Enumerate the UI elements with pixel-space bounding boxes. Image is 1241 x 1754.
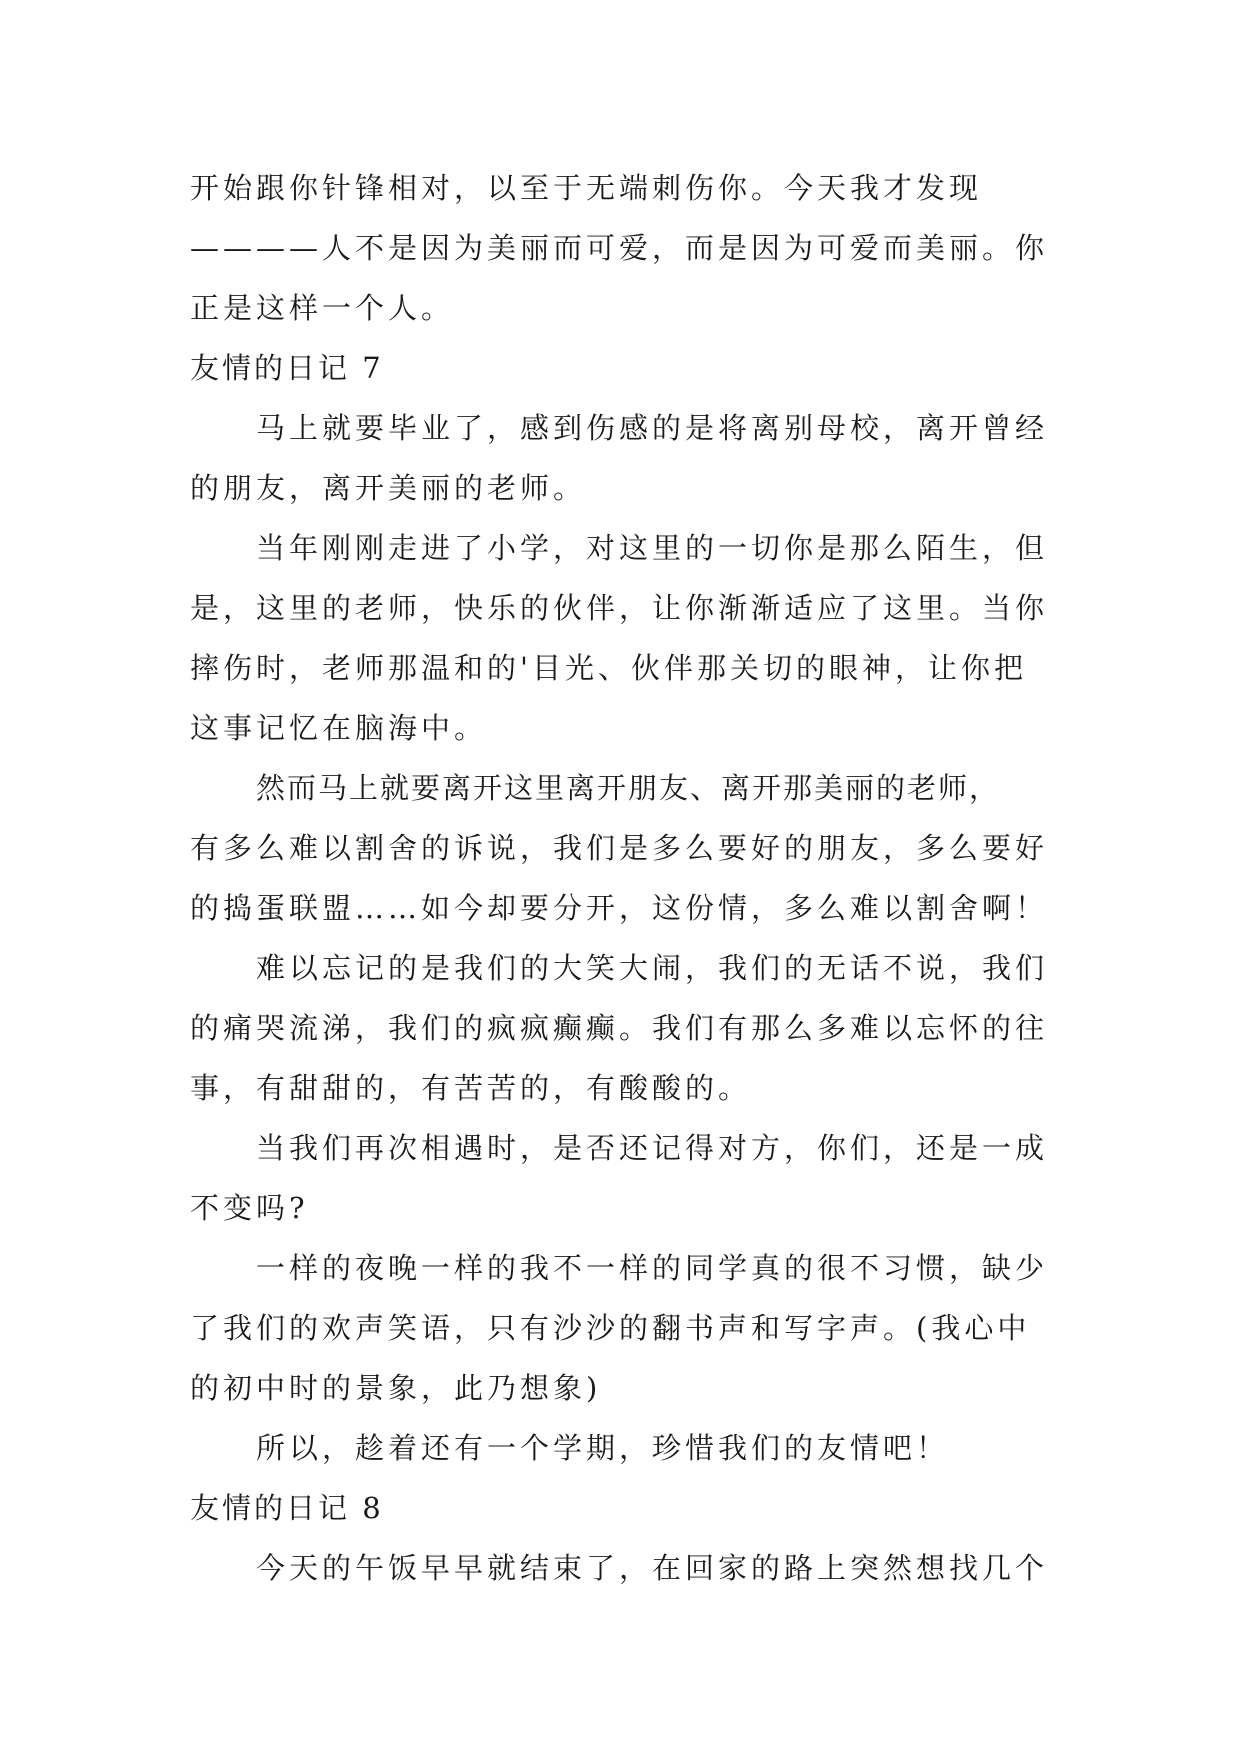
paragraph bbox=[190, 758, 1060, 938]
text-line: 马上就要毕业了，感到伤感的是将离别母校，离开曾经 bbox=[256, 411, 1049, 445]
text-line: 难以忘记的是我们的大笑大闹，我们的无话不说，我们 bbox=[256, 951, 1049, 985]
text-line: 正是这样一个人。 bbox=[190, 291, 455, 325]
continuation-paragraph bbox=[190, 158, 1060, 338]
paragraph bbox=[190, 518, 1060, 758]
text-line: 的朋友，离开美丽的老师。 bbox=[190, 471, 587, 505]
text-line: 不变吗? bbox=[190, 1191, 309, 1225]
paragraph bbox=[190, 938, 1060, 1118]
text-line: 的痛哭流涕，我们的疯疯癫癫。我们有那么多难以忘怀的往 bbox=[190, 1011, 1049, 1045]
paragraph bbox=[190, 1418, 1060, 1478]
text-line: 然而马上就要离开这里离开朋友、离开那美丽的老师， bbox=[256, 771, 1001, 805]
paragraph bbox=[190, 1118, 1060, 1238]
text-line: 是，这里的老师，快乐的伙伴，让你渐渐适应了这里。当你 bbox=[190, 591, 1049, 625]
text-line: 的初中时的景象，此乃想象) bbox=[190, 1371, 602, 1405]
text-line: 所以，趁着还有一个学期，珍惜我们的友情吧！ bbox=[256, 1431, 950, 1465]
text-line: 有多么难以割舍的诉说，我们是多么要好的朋友，多么要好 bbox=[190, 831, 1049, 865]
text-line: 这事记忆在脑海中。 bbox=[190, 711, 488, 745]
text-line: ————人不是因为美丽而可爱，而是因为可爱而美丽。你 bbox=[190, 231, 1049, 265]
text-line: 当我们再次相遇时，是否还记得对方，你们，还是一成 bbox=[256, 1131, 1049, 1165]
text-line: 当年刚刚走进了小学，对这里的一切你是那么陌生，但 bbox=[256, 531, 1049, 565]
text-line: 的捣蛋联盟……如今却要分开，这份情，多么难以割舍啊！ bbox=[190, 891, 1049, 925]
text-line: 摔伤时，老师那温和的'目光、伙伴那关切的眼神，让你把 bbox=[190, 651, 1027, 685]
paragraph bbox=[190, 1538, 1060, 1598]
paragraph bbox=[190, 398, 1060, 518]
text-line: 今天的午饭早早就结束了，在回家的路上突然想找几个 bbox=[256, 1551, 1049, 1585]
document-page bbox=[190, 158, 1060, 1598]
text-line: 开始跟你针锋相对，以至于无端刺伤你。今天我才发现 bbox=[190, 171, 983, 205]
text-line: 了我们的欢声笑语，只有沙沙的翻书声和写字声。(我心中 bbox=[190, 1311, 1031, 1345]
text-line: 一样的夜晚一样的我不一样的同学真的很不习惯，缺少 bbox=[256, 1251, 1049, 1285]
text-line: 事，有甜甜的，有苦苦的，有酸酸的。 bbox=[190, 1071, 752, 1105]
diary-heading-8: 友情的日记 8 bbox=[190, 1491, 384, 1525]
diary-heading-7: 友情的日记 7 bbox=[190, 351, 384, 385]
paragraph bbox=[190, 1238, 1060, 1418]
